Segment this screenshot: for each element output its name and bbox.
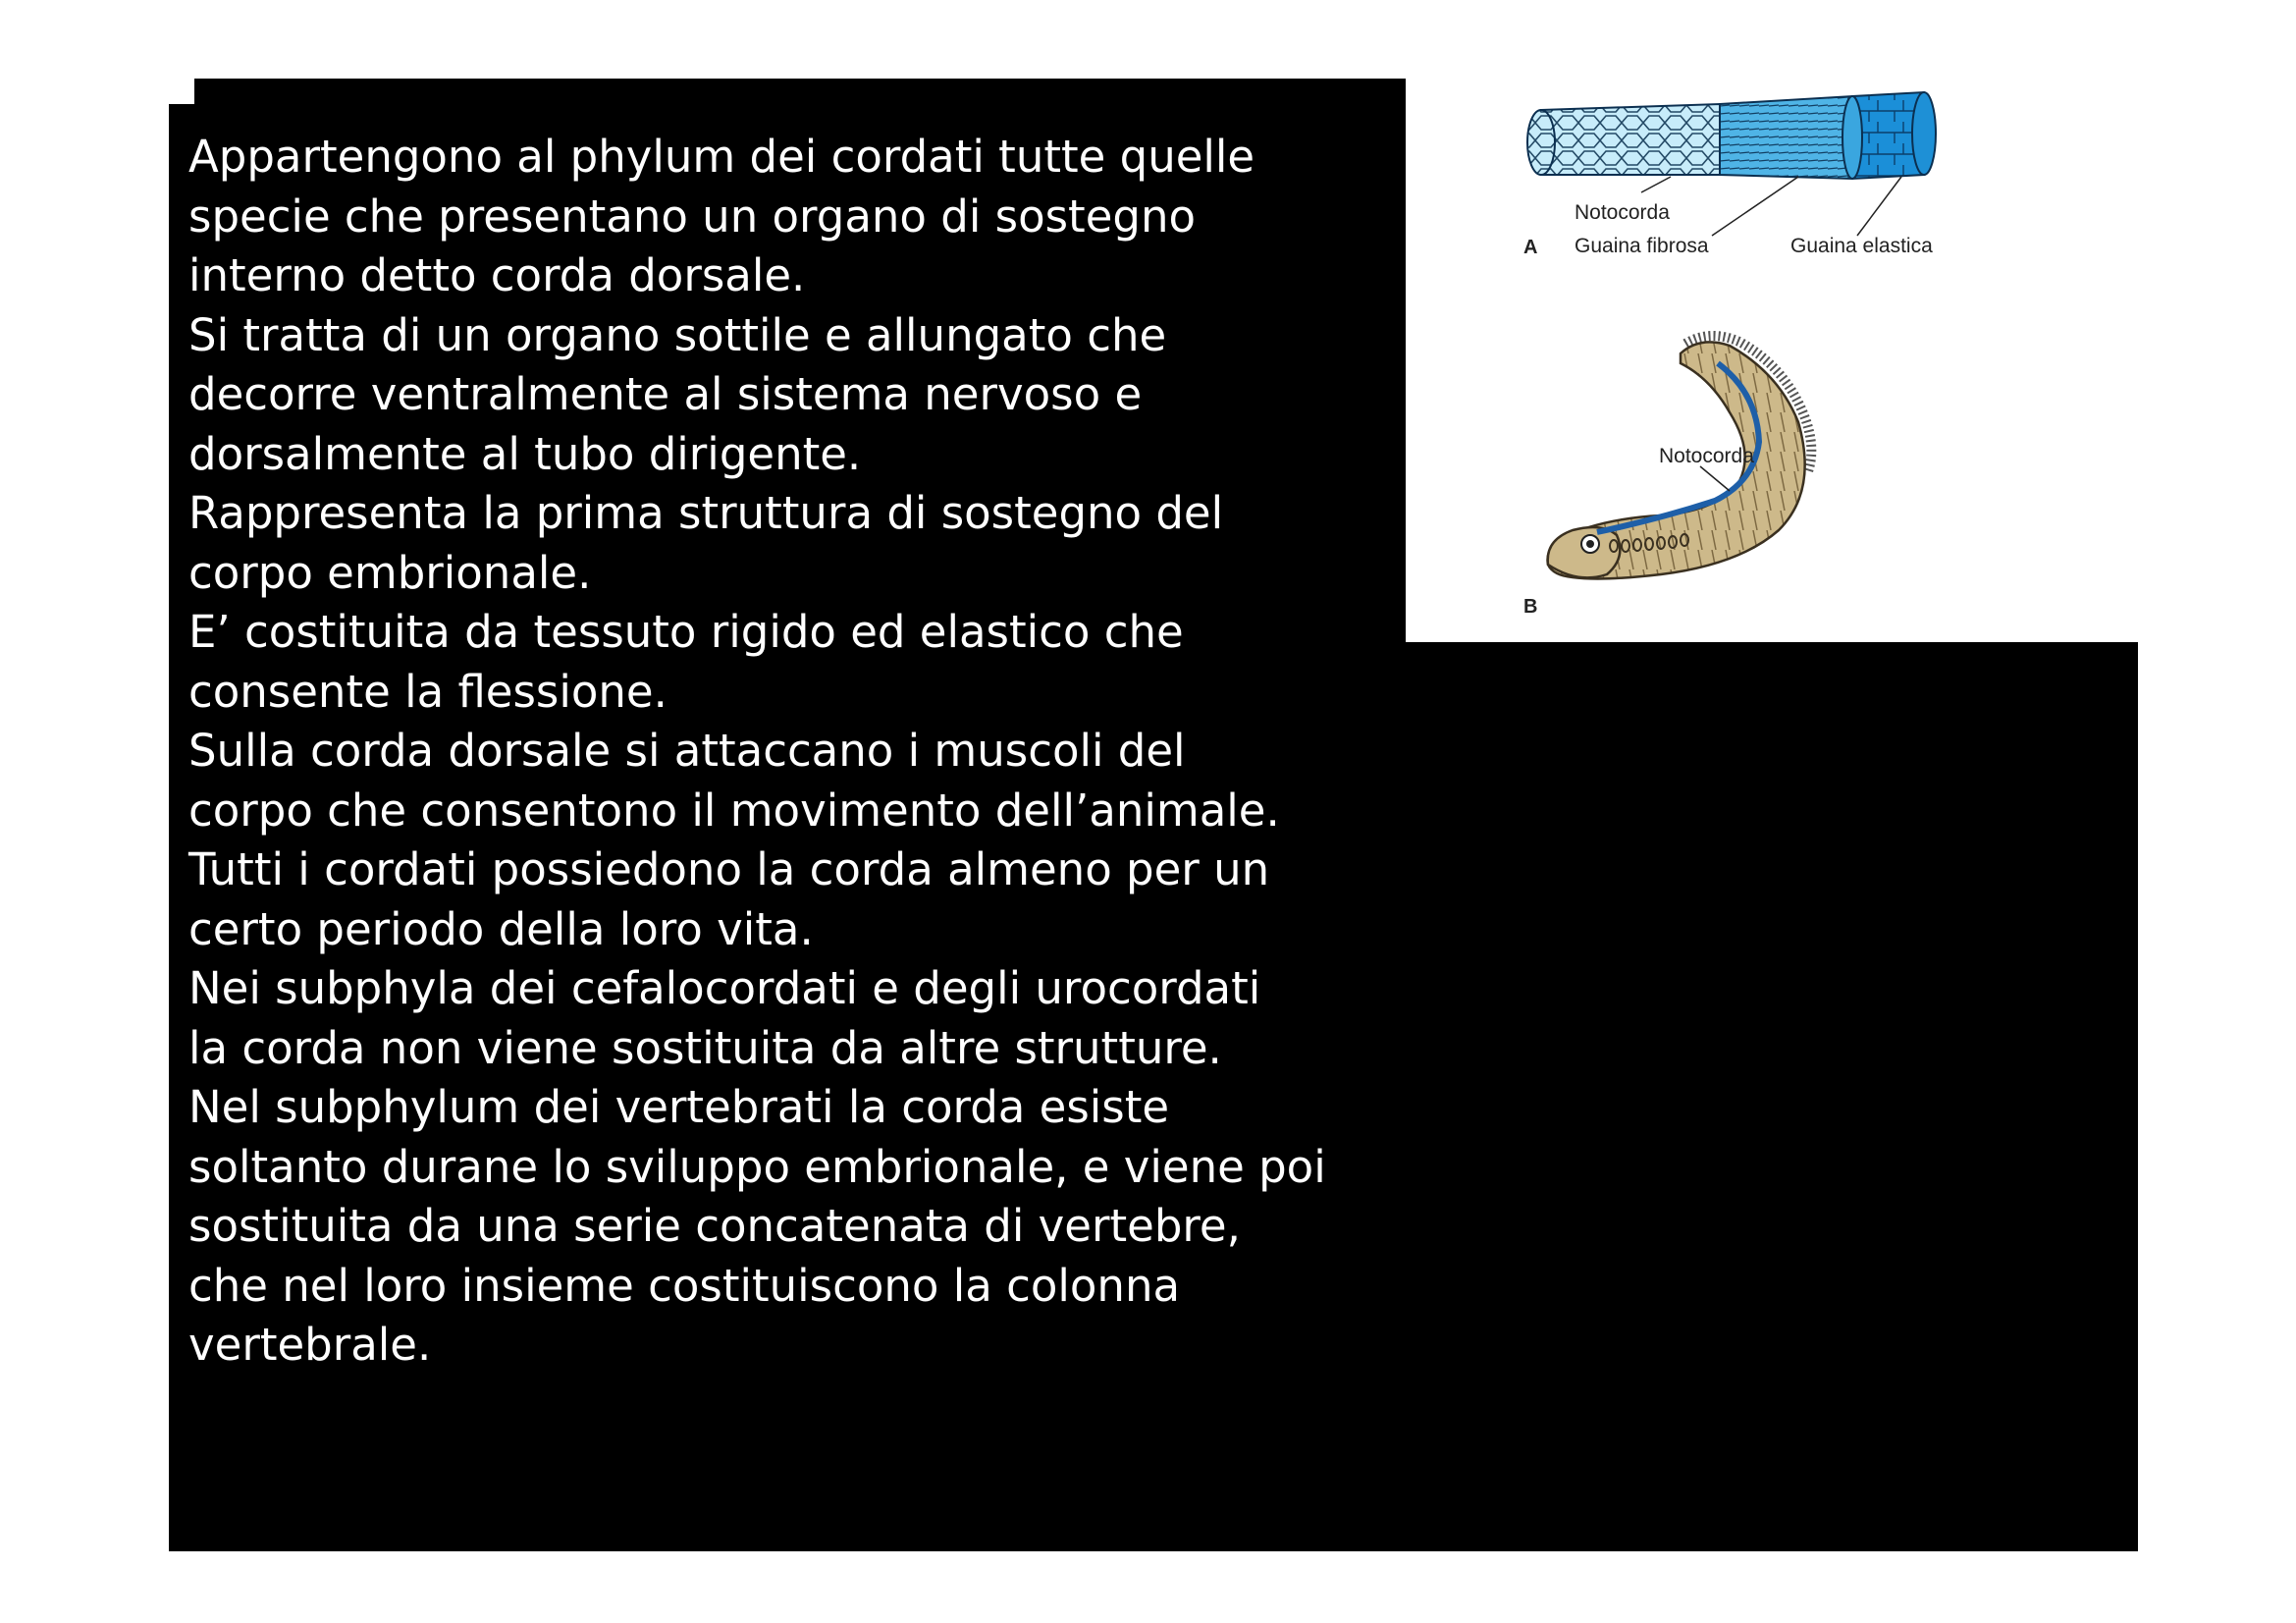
label-notocorda-a: Notocorda	[1575, 201, 1670, 224]
text-line: E’ costituita da tessuto rigido ed elastico che	[188, 606, 1184, 658]
text-line: interno detto corda dorsale.	[188, 249, 806, 301]
text-line: consente la flessione.	[188, 665, 667, 718]
text-line: corpo embrionale.	[188, 546, 592, 599]
text-line: Appartengono al phylum dei cordati tutte quelle	[188, 131, 1255, 183]
text-line: Si tratta di un organo sottile e allungato che	[188, 308, 1167, 361]
text-line: Tutti i cordati possiedono la corda almeno per un	[188, 843, 1270, 895]
text-line: decorre ventralmente al sistema nervoso e	[188, 368, 1143, 420]
label-guaina-fibrosa: Guaina fibrosa	[1575, 235, 1709, 257]
text-line: corpo che consentono il movimento dell’animale.	[188, 784, 1280, 837]
panel-letter-b: B	[1523, 596, 1538, 618]
label-notocorda-b: Notocorda	[1659, 445, 1754, 467]
text-line: vertebrale.	[188, 1319, 432, 1371]
text-line: che nel loro insieme costituiscono la colonna	[188, 1259, 1181, 1312]
text-line: certo periodo della loro vita.	[188, 902, 814, 955]
text-line: Sulla corda dorsale si attaccano i muscoli del	[188, 725, 1186, 777]
text-line: soltanto durane lo sviluppo embrionale, e viene poi	[188, 1140, 1326, 1193]
text-line: sostituita da una serie concatenata di vertebre,	[188, 1200, 1241, 1252]
label-guaina-elastica: Guaina elastica	[1790, 235, 1933, 257]
body-text	[188, 128, 1396, 1376]
text-line: dorsalmente al tubo dirigente.	[188, 427, 862, 480]
text-line: Nei subphyla dei cefalocordati e degli urocordati	[188, 962, 1261, 1014]
notochord-figure	[1406, 79, 2138, 642]
panel-letter-a: A	[1523, 237, 1538, 258]
text-line: specie che presentano un organo di sostegno	[188, 189, 1196, 243]
slide	[169, 79, 2138, 1551]
text-line: la corda non viene sostituita da altre strutture.	[188, 1021, 1222, 1074]
text-line: Nel subphylum dei vertebrati la corda esiste	[188, 1081, 1170, 1133]
slide-background-top	[194, 79, 1406, 106]
slide-background-lower-right	[1404, 642, 2138, 1551]
text-line: Rappresenta la prima struttura di sostegno del	[188, 487, 1224, 539]
